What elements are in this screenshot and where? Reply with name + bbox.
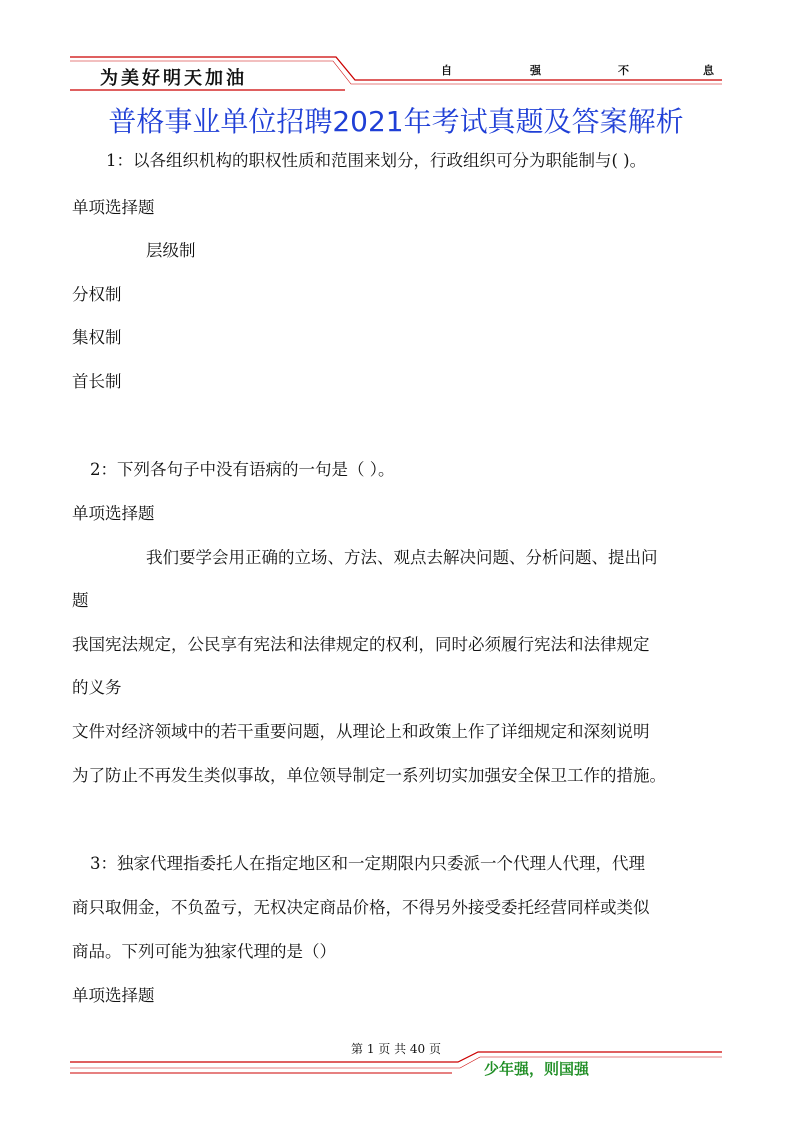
question-2-option: 我国宪法规定，公民享有宪法和法律规定的权利，同时必须履行宪法和法律规定: [72, 635, 650, 654]
question-1-stem: 1：以各组织机构的职权性质和范围来划分，行政组织可分为职能制与( )。: [106, 151, 647, 170]
question-2-type: 单项选择题: [72, 504, 155, 523]
question-3-stem-line: 商品。下列可能为独家代理的是（）: [72, 942, 336, 961]
question-2-option-cont: 的义务: [72, 678, 122, 697]
question-2-option-cont: 题: [72, 591, 89, 610]
question-3-stem-line: 商只取佣金，不负盈亏，无权决定商品价格，不得另外接受委托经营同样或类似: [72, 898, 650, 917]
question-2-option: 文件对经济领域中的若干重要问题，从理论上和政策上作了详细规定和深刻说明: [72, 722, 650, 741]
question-2-option: 为了防止不再发生类似事故，单位领导制定一系列切实加强安全保卫工作的措施。: [72, 766, 666, 785]
page-number: 第 1 页 共 40 页: [351, 1042, 441, 1056]
question-1-type: 单项选择题: [72, 198, 155, 217]
header-motto-char: 息: [703, 64, 714, 77]
question-1-option: 分权制: [72, 285, 122, 304]
document-title: 普格事业单位招聘2021年考试真题及答案解析: [108, 105, 684, 138]
question-1-option: 首长制: [72, 372, 122, 391]
header-motto-char: 不: [618, 64, 629, 77]
question-3-stem-line: 3：独家代理指委托人在指定地区和一定期限内只委派一个代理人代理，代理: [90, 854, 645, 873]
question-1-option: 层级制: [146, 241, 196, 260]
footer-motto: 少年强，则国强: [484, 1060, 590, 1078]
question-1-option: 集权制: [72, 328, 122, 347]
question-2-option: 我们要学会用正确的立场、方法、观点去解决问题、分析问题、提出问: [146, 548, 658, 567]
header-motto-char: 自: [441, 64, 452, 77]
question-2-stem: 2：下列各句子中没有语病的一句是（ ）。: [90, 460, 395, 479]
question-3-type: 单项选择题: [72, 986, 155, 1005]
header-motto-char: 强: [530, 64, 541, 77]
header-slogan: 为美好明天加油: [100, 68, 247, 89]
